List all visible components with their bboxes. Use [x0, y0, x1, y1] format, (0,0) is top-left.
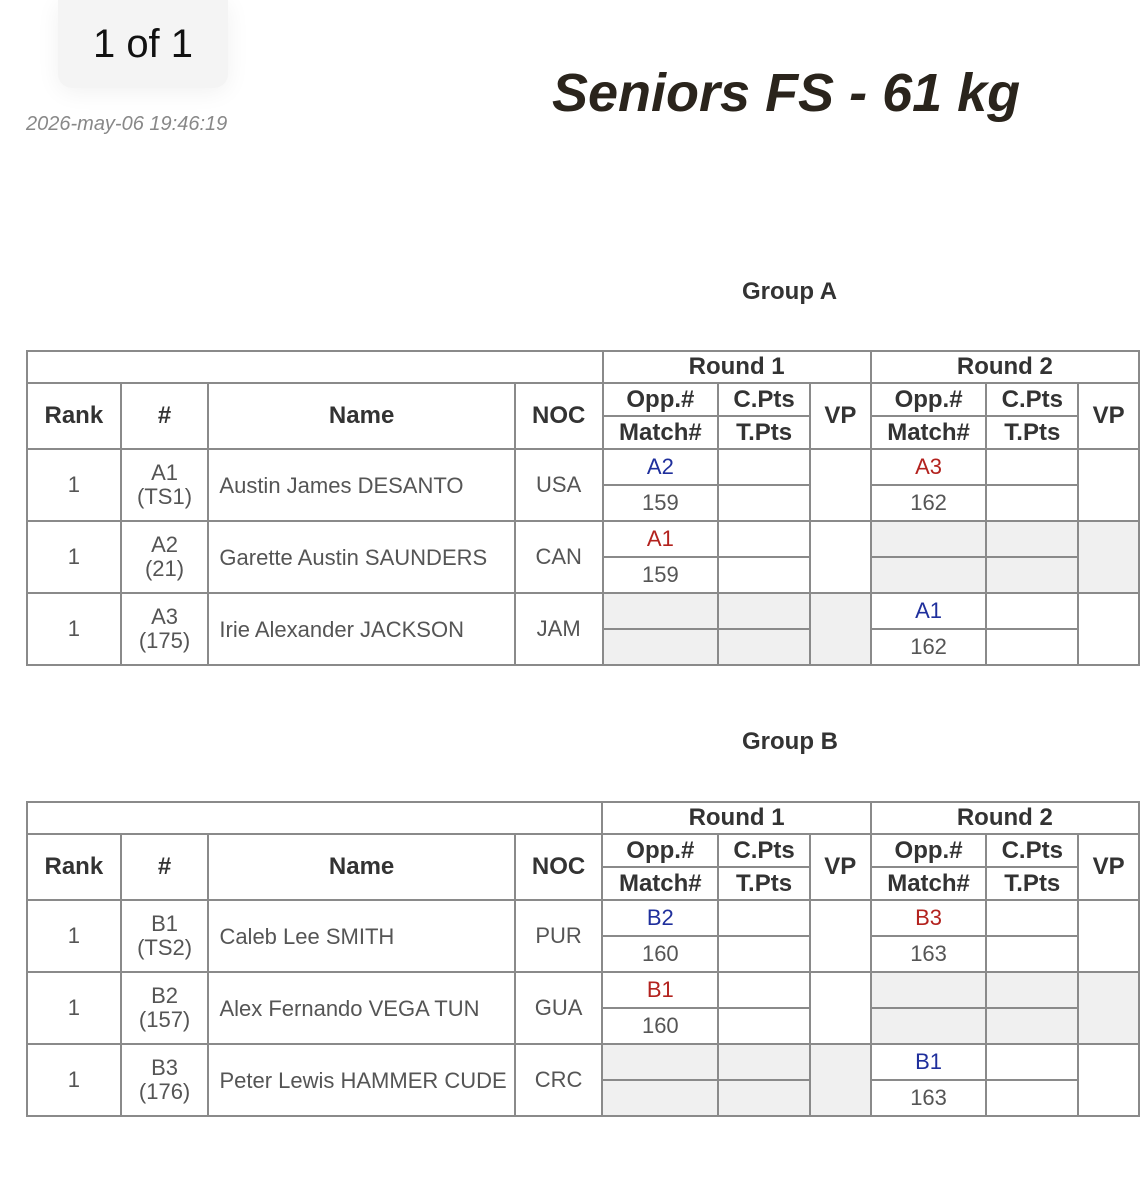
- rank-cell: 1: [27, 972, 121, 1044]
- r2-opp-cell: B3: [871, 900, 987, 936]
- noc-header: NOC: [515, 834, 603, 900]
- table-row: [27, 593, 1139, 629]
- athlete-name: Austin James DESANTO: [208, 449, 514, 521]
- r1-match-cell: [602, 1080, 718, 1116]
- r1-vp-cell: [810, 449, 871, 521]
- r1-match-cell: 159: [603, 485, 719, 521]
- r2-tpts-cell: [986, 629, 1078, 665]
- rank-header: Rank: [27, 834, 121, 900]
- rank-cell: 1: [27, 449, 121, 521]
- rank-cell: 1: [27, 593, 121, 665]
- round1-header: Round 1: [603, 351, 871, 383]
- r1-cpts-cell: [718, 593, 810, 629]
- r2-match-cell: [871, 557, 987, 593]
- round1-header: Round 1: [602, 802, 870, 834]
- header-spacer: [27, 351, 603, 383]
- r1-cpts-header: C.Pts: [718, 383, 810, 416]
- r2-cpts-cell: [986, 972, 1078, 1008]
- r2-vp-cell: [1078, 1044, 1139, 1116]
- round2-header: Round 2: [871, 351, 1139, 383]
- r2-match-cell: 162: [871, 629, 987, 665]
- r2-opp-header: Opp.#: [871, 834, 987, 867]
- r1-tpts-cell: [718, 1008, 810, 1044]
- r1-cpts-cell: [718, 449, 810, 485]
- noc-cell: PUR: [515, 900, 603, 972]
- r2-tpts-cell: [986, 936, 1078, 972]
- num-header: #: [121, 834, 209, 900]
- r1-tpts-cell: [718, 629, 810, 665]
- noc-cell: GUA: [515, 972, 603, 1044]
- r1-opp-cell: B1: [602, 972, 718, 1008]
- r1-tpts-cell: [718, 485, 810, 521]
- r2-vp-header: VP: [1078, 383, 1139, 449]
- num-header: #: [121, 383, 209, 449]
- r1-cpts-cell: [718, 521, 810, 557]
- group-a-title: Group A: [742, 278, 838, 305]
- athlete-name: Peter Lewis HAMMER CUDE: [208, 1044, 514, 1116]
- round2-header: Round 2: [871, 802, 1139, 834]
- r2-vp-cell: [1078, 972, 1139, 1044]
- r1-vp-header: VP: [810, 383, 871, 449]
- athlete-name: Irie Alexander JACKSON: [208, 593, 514, 665]
- r2-opp-cell: [871, 972, 987, 1008]
- header-spacer: [27, 802, 602, 834]
- athlete-name: Caleb Lee SMITH: [208, 900, 514, 972]
- r1-opp-header: Opp.#: [603, 383, 719, 416]
- r1-vp-cell: [810, 521, 871, 593]
- r2-match-header: Match#: [871, 867, 987, 900]
- rank-cell: 1: [27, 1044, 121, 1116]
- r1-opp-header: Opp.#: [602, 834, 718, 867]
- r2-match-cell: 163: [871, 1080, 987, 1116]
- r1-tpts-header: T.Pts: [718, 416, 810, 449]
- r1-opp-cell: A2: [603, 449, 719, 485]
- r2-vp-header: VP: [1078, 834, 1139, 900]
- r2-opp-cell: [871, 521, 987, 557]
- r1-match-cell: 160: [602, 936, 718, 972]
- r2-tpts-header: T.Pts: [986, 867, 1078, 900]
- num-cell: A1 (TS1): [121, 449, 209, 521]
- athlete-name: Alex Fernando VEGA TUN: [208, 972, 514, 1044]
- r1-cpts-cell: [718, 972, 810, 1008]
- r2-vp-cell: [1078, 593, 1139, 665]
- group-b-title: Group B: [742, 728, 838, 755]
- timestamp: 2026-may-06 19:46:19: [26, 113, 228, 135]
- r2-tpts-cell: [986, 1080, 1078, 1116]
- r1-tpts-cell: [718, 936, 810, 972]
- r2-opp-header: Opp.#: [871, 383, 987, 416]
- noc-cell: CAN: [515, 521, 603, 593]
- r1-match-header: Match#: [603, 416, 719, 449]
- name-header: Name: [208, 383, 514, 449]
- r1-vp-cell: [810, 972, 871, 1044]
- r1-vp-cell: [810, 900, 871, 972]
- rank-header: Rank: [27, 383, 121, 449]
- r1-cpts-cell: [718, 1044, 810, 1080]
- table-row: [27, 972, 1139, 1008]
- group-b-table: [26, 801, 1140, 1117]
- r1-opp-cell: [603, 593, 719, 629]
- r2-tpts-header: T.Pts: [986, 416, 1078, 449]
- r1-tpts-header: T.Pts: [718, 867, 810, 900]
- r2-vp-cell: [1078, 900, 1139, 972]
- r1-match-cell: 159: [603, 557, 719, 593]
- r1-opp-cell: A1: [603, 521, 719, 557]
- r2-cpts-header: C.Pts: [986, 834, 1078, 867]
- r2-vp-cell: [1078, 449, 1139, 521]
- r2-opp-cell: A3: [871, 449, 987, 485]
- r1-vp-cell: [810, 1044, 871, 1116]
- r2-vp-cell: [1078, 521, 1139, 593]
- table-row: [27, 1044, 1139, 1080]
- num-cell: A3 (175): [121, 593, 209, 665]
- r1-tpts-cell: [718, 557, 810, 593]
- noc-cell: JAM: [515, 593, 603, 665]
- r1-vp-cell: [810, 593, 871, 665]
- r2-cpts-cell: [986, 521, 1078, 557]
- noc-cell: CRC: [515, 1044, 603, 1116]
- r1-cpts-cell: [718, 900, 810, 936]
- r2-cpts-cell: [986, 593, 1078, 629]
- r2-cpts-header: C.Pts: [986, 383, 1078, 416]
- r2-opp-cell: A1: [871, 593, 987, 629]
- r1-opp-cell: [602, 1044, 718, 1080]
- r2-match-cell: 162: [871, 485, 987, 521]
- r2-tpts-cell: [986, 1008, 1078, 1044]
- r2-cpts-cell: [986, 900, 1078, 936]
- table-row: [27, 521, 1139, 557]
- page-title: Seniors FS - 61 kg: [552, 63, 1021, 123]
- r1-vp-header: VP: [810, 834, 871, 900]
- r2-match-header: Match#: [871, 416, 987, 449]
- r2-match-cell: 163: [871, 936, 987, 972]
- noc-cell: USA: [515, 449, 603, 521]
- r1-match-cell: 160: [602, 1008, 718, 1044]
- num-cell: B1 (TS2): [121, 900, 209, 972]
- rank-cell: 1: [27, 521, 121, 593]
- num-cell: B2 (157): [121, 972, 209, 1044]
- r2-match-cell: [871, 1008, 987, 1044]
- num-cell: B3 (176): [121, 1044, 209, 1116]
- table-row: [27, 449, 1139, 485]
- r1-opp-cell: B2: [602, 900, 718, 936]
- r1-match-header: Match#: [602, 867, 718, 900]
- r1-cpts-header: C.Pts: [718, 834, 810, 867]
- r2-tpts-cell: [986, 557, 1078, 593]
- r2-opp-cell: B1: [871, 1044, 987, 1080]
- noc-header: NOC: [515, 383, 603, 449]
- r1-match-cell: [603, 629, 719, 665]
- num-cell: A2 (21): [121, 521, 209, 593]
- r1-tpts-cell: [718, 1080, 810, 1116]
- table-row: [27, 900, 1139, 936]
- rank-cell: 1: [27, 900, 121, 972]
- r2-cpts-cell: [986, 1044, 1078, 1080]
- name-header: Name: [208, 834, 514, 900]
- r2-cpts-cell: [986, 449, 1078, 485]
- r2-tpts-cell: [986, 485, 1078, 521]
- group-a-table: [26, 350, 1140, 666]
- athlete-name: Garette Austin SAUNDERS: [208, 521, 514, 593]
- page-indicator: 1 of 1: [58, 0, 228, 88]
